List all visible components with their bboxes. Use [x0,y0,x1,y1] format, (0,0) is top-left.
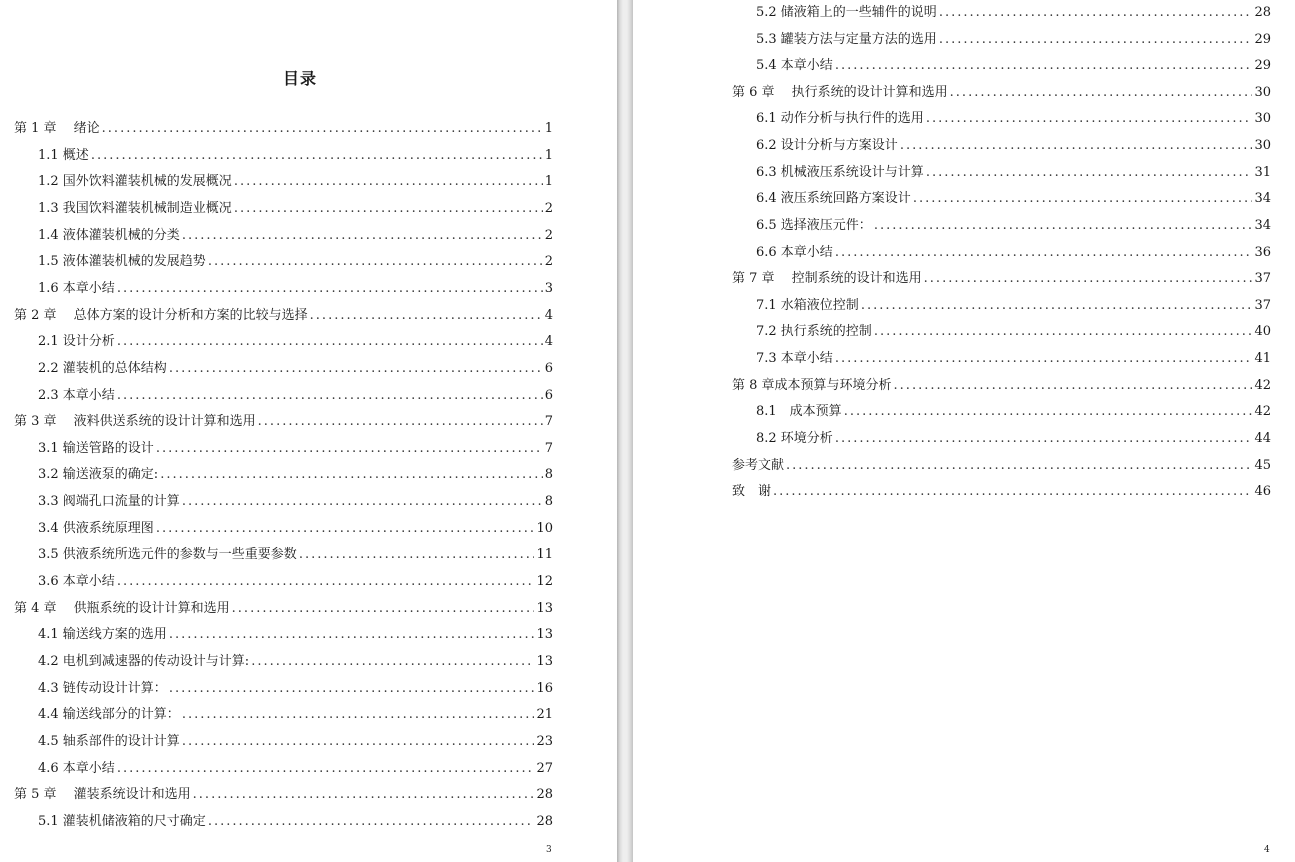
toc-entry-title: 第 1 章 绪论 [14,121,100,136]
toc-entry[interactable] [38,280,553,298]
toc-entry-page: 2 [544,227,553,243]
toc-leader-dots [169,626,535,644]
toc-entry-title: 4.4 输送线部分的计算： [38,707,180,723]
toc-leader-dots [182,733,535,751]
toc-entry[interactable] [14,600,553,618]
toc-leader-dots [939,4,1253,22]
toc-entry[interactable] [38,813,553,831]
toc-leader-dots [182,227,543,245]
toc-leader-dots [874,217,1253,235]
toc-entry-page: 45 [1254,457,1271,473]
toc-entry-page: 10 [536,520,553,536]
toc-entry[interactable] [14,413,553,431]
toc-leader-dots [786,457,1252,475]
toc-entry[interactable] [756,297,1271,315]
toc-leader-dots [894,377,1253,395]
toc-entry-page: 8 [544,467,553,483]
toc-entry[interactable] [38,360,553,378]
toc-entry-page: 27 [536,760,553,776]
toc-entry[interactable] [38,653,553,671]
toc-entry[interactable] [38,200,553,218]
toc-entry[interactable] [38,546,553,564]
left-page [0,0,617,862]
toc-entry-title: 参考文献 [732,457,785,473]
toc-leader-dots [926,110,1253,128]
toc-entry[interactable] [756,403,1271,421]
toc-entry-page: 30 [1254,138,1271,154]
toc-entry[interactable] [14,307,553,325]
toc-entry-title: 3.1 输送管路的设计 [38,440,154,456]
toc-entry-title: 6.3 机械液压系统设计与计算 [756,164,924,180]
toc-entry-title: 4.6 本章小结 [38,760,115,776]
toc-entry[interactable] [756,430,1271,448]
toc-title: 目录 [282,69,317,88]
toc-entry-title: 3.4 供液系统原理图 [38,520,154,536]
toc-leader-dots [861,297,1253,315]
toc-entry-page: 13 [536,627,553,643]
toc-entry[interactable] [38,680,553,698]
toc-entry-page: 3 [544,280,553,296]
toc-entry-page: 21 [536,707,553,723]
toc-entry-title: 3.2 输送液泵的确定: [38,467,159,483]
toc-leader-dots [117,280,543,298]
toc-entry-page: 6 [544,387,553,403]
toc-entry-page: 8 [544,494,553,510]
toc-leader-dots [169,360,543,378]
toc-entry-title: 第 4 章 供瓶系统的设计计算和选用 [14,600,230,616]
toc-entry-page: 23 [536,733,553,749]
toc-entry-page: 30 [1254,111,1271,127]
toc-entry[interactable] [756,110,1271,128]
toc-entry-title: 1.6 本章小结 [38,280,115,296]
toc-leader-dots [232,600,535,618]
toc-leader-dots [102,120,543,138]
toc-entry-title: 3.5 供液系统所选元件的参数与一些重要参数 [38,547,297,563]
toc-entry-title: 7.1 水箱液位控制 [756,297,859,313]
toc-leader-dots [835,244,1253,262]
toc-entry[interactable] [38,573,553,591]
toc-entry-title: 第 8 章成本预算与环境分析 [732,377,892,393]
toc-entry-title: 4.3 链传动设计计算： [38,680,167,696]
page-gutter [617,0,633,862]
toc-leader-dots [234,173,543,191]
toc-entry[interactable] [38,493,553,511]
toc-entry-page: 34 [1254,217,1271,233]
toc-leader-dots [924,270,1253,288]
toc-entry-page: 7 [544,440,553,456]
toc-entry-page: 28 [536,813,553,829]
toc-entry-page: 37 [1254,297,1271,313]
toc-entry-page: 28 [536,787,553,803]
toc-entry-title: 致 谢 [732,484,772,500]
toc-leader-dots [193,786,535,804]
toc-entry[interactable] [732,270,1271,288]
toc-leader-dots [156,440,543,458]
toc-entry[interactable] [38,466,553,484]
toc-entry[interactable] [38,706,553,724]
toc-leader-dots [835,350,1253,368]
toc-entry-page: 36 [1254,244,1271,260]
toc-entry-title: 2.1 设计分析 [38,334,115,350]
toc-leader-dots [117,573,535,591]
toc-entry[interactable] [38,440,553,458]
toc-entry[interactable] [756,350,1271,368]
toc-entry[interactable] [756,164,1271,182]
toc-entry-page: 4 [544,334,553,350]
toc-entry[interactable] [756,217,1271,235]
toc-entry[interactable] [756,244,1271,262]
toc-leader-dots [913,190,1253,208]
toc-leader-dots [208,813,535,831]
toc-entry-title: 3.6 本章小结 [38,574,115,590]
toc-leader-dots [182,493,543,511]
right-page-number: 4 [1264,845,1270,855]
toc-leader-dots [156,520,535,538]
toc-leader-dots [91,147,543,165]
toc-leader-dots [310,307,543,325]
toc-entry[interactable] [38,227,553,245]
toc-entry-page: 11 [536,547,553,563]
toc-entry-page: 41 [1254,351,1271,367]
toc-entry-title: 5.1 灌装机储液箱的尺寸确定 [38,813,206,829]
toc-entry[interactable] [14,786,553,804]
toc-entry[interactable] [732,377,1271,395]
toc-leader-dots [117,760,535,778]
toc-entry[interactable] [756,137,1271,155]
toc-leader-dots [844,403,1253,421]
toc-entry-page: 4 [544,307,553,323]
toc-entry-title: 7.2 执行系统的控制 [756,324,872,340]
toc-entry-title: 6.6 本章小结 [756,244,833,260]
toc-leader-dots [258,413,543,431]
toc-entry[interactable] [756,4,1271,22]
toc-entry-page: 7 [544,414,553,430]
toc-entry[interactable] [756,57,1271,75]
toc-leader-dots [950,84,1253,102]
toc-entry-page: 31 [1254,164,1271,180]
toc-entry-page: 2 [544,200,553,216]
toc-entry-page: 29 [1254,31,1271,47]
toc-entry-page: 12 [536,574,553,590]
toc-entry-page: 42 [1254,377,1271,393]
toc-leader-dots [939,31,1253,49]
toc-entry-page: 13 [536,654,553,669]
toc-leader-dots [773,483,1252,501]
toc-entry-title: 7.3 本章小结 [756,351,833,367]
toc-entry-page: 1 [544,174,553,190]
toc-entry-page: 42 [1254,404,1271,420]
toc-leader-dots [251,653,534,671]
toc-leader-dots [835,57,1253,75]
toc-leader-dots [182,706,535,724]
toc-entry-title: 6.4 液压系统回路方案设计 [756,191,911,207]
toc-entry-page: 29 [1254,58,1271,74]
toc-entry[interactable] [38,626,553,644]
toc-entry-page: 13 [536,600,553,616]
toc-entry-title: 5.4 本章小结 [756,58,833,74]
toc-entry-title: 1.5 液体灌装机械的发展趋势 [38,254,206,270]
toc-entry[interactable] [38,733,553,751]
toc-leader-dots [117,387,543,405]
toc-entry[interactable] [756,31,1271,49]
toc-entry[interactable] [756,190,1271,208]
toc-entry[interactable] [756,323,1271,341]
toc-entry[interactable] [38,173,553,191]
toc-entry-page: 6 [544,360,553,376]
toc-entry[interactable] [14,120,553,138]
toc-leader-dots [835,430,1253,448]
toc-entry-title: 6.1 动作分析与执行件的选用 [756,111,924,127]
toc-entry-title: 第 6 章 执行系统的设计计算和选用 [732,84,948,100]
toc-entry-title: 1.1 概述 [38,147,89,163]
toc-entry-title: 4.1 输送线方案的选用 [38,627,167,643]
toc-entry[interactable] [38,253,553,271]
toc-leader-dots [926,164,1253,182]
toc-entry-page: 46 [1254,484,1271,500]
toc-entry-title: 2.2 灌装机的总体结构 [38,360,167,376]
toc-entry-title: 8.2 环境分析 [756,430,833,446]
toc-leader-dots [299,546,535,564]
toc-leader-dots [874,323,1253,341]
toc-entry[interactable] [732,84,1271,102]
toc-entry-title: 6.2 设计分析与方案设计 [756,138,898,154]
toc-entry-title: 1.3 我国饮料灌装机械制造业概况 [38,200,232,216]
toc-entry[interactable] [38,760,553,778]
toc-entry-title: 8.1 成本预算 [756,404,842,420]
toc-entry-title: 第 7 章 控制系统的设计和选用 [732,271,922,287]
toc-entry-page: 28 [1254,5,1271,20]
toc-entry-title: 1.2 国外饮料灌装机械的发展概况 [38,174,232,190]
toc-entry-title: 4.5 轴系部件的设计计算 [38,733,180,749]
toc-entry[interactable] [38,387,553,405]
toc-leader-dots [208,253,543,271]
toc-entry[interactable] [732,483,1271,501]
toc-entry-page: 30 [1254,84,1271,100]
toc-leader-dots [169,680,535,698]
toc-leader-dots [900,137,1253,155]
toc-entry-page: 16 [536,680,553,696]
toc-leader-dots [117,333,543,351]
toc-entry-title: 1.4 液体灌装机械的分类 [38,227,180,243]
toc-entry-title: 6.5 选择液压元件： [756,217,872,233]
toc-entry[interactable] [38,333,553,351]
toc-entry-page: 1 [544,121,553,136]
right-page [633,0,1295,862]
toc-entry-title: 第 3 章 液料供送系统的设计计算和选用 [14,414,256,430]
toc-entry-page: 40 [1254,324,1271,340]
toc-entry-title: 第 5 章 灌装系统设计和选用 [14,787,191,803]
toc-entry-page: 1 [544,147,553,163]
toc-entry-title: 3.3 阀端孔口流量的计算 [38,494,180,510]
toc-entry[interactable] [38,520,553,538]
toc-entry-page: 37 [1254,271,1271,287]
toc-leader-dots [160,466,543,484]
toc-entry-title: 2.3 本章小结 [38,387,115,403]
toc-entry-page: 34 [1254,191,1271,207]
toc-entry-title: 4.2 电机到减速器的传动设计与计算: [38,654,250,669]
toc-entry-title: 5.2 储液箱上的一些辅件的说明 [756,5,937,20]
toc-entry[interactable] [732,457,1271,475]
left-page-number: 3 [546,845,552,855]
toc-entry-title: 5.3 罐装方法与定量方法的选用 [756,31,937,47]
toc-leader-dots [234,200,543,218]
toc-entry[interactable] [38,147,553,165]
toc-entry-title: 第 2 章 总体方案的设计分析和方案的比较与选择 [14,307,308,323]
toc-entry-page: 44 [1254,430,1271,446]
toc-entry-page: 2 [544,254,553,270]
